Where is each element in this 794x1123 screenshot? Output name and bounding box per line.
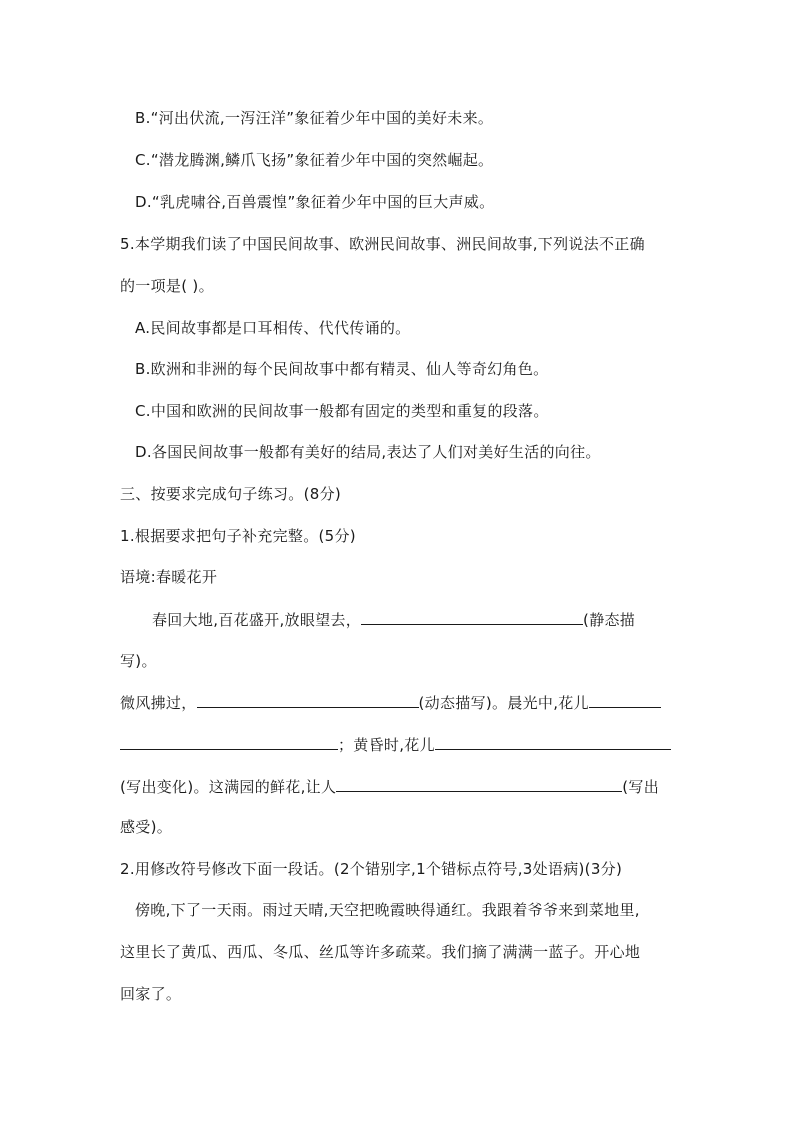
question-1-title: 1.根据要求把句子补充完整。(5分) bbox=[120, 527, 356, 545]
sentence-text: (写出变化)。这满园的鲜花,让人 bbox=[120, 778, 337, 796]
q5-option-d: D.各国民间故事一般都有美好的结局,表达了人们对美好生活的向往。 bbox=[135, 443, 601, 461]
fill-line-3 bbox=[120, 692, 661, 713]
sentence-text: ；黄昏时,花儿 bbox=[338, 736, 435, 754]
context-label: 语境:春暖花开 bbox=[120, 568, 218, 586]
hint-text: (写出 bbox=[622, 778, 660, 796]
question-2-title: 2.用修改符号修改下面一段话。(2个错别字,1个错标点符号,3处语病)(3分) bbox=[120, 860, 623, 878]
option-d: D.“乳虎啸谷,百兽震惶”象征着少年中国的巨大声威。 bbox=[135, 193, 495, 211]
answer-blank-static[interactable] bbox=[361, 609, 583, 625]
fill-line-1 bbox=[152, 609, 635, 630]
section-3-heading: 三、按要求完成句子练习。(8分) bbox=[120, 485, 342, 503]
q5-option-a: A.民间故事都是口耳相传、代代传诵的。 bbox=[135, 319, 411, 337]
sentence-text: 微风拂过， bbox=[120, 694, 197, 712]
option-c: C.“潜龙腾渊,鳞爪飞扬”象征着少年中国的突然崛起。 bbox=[135, 151, 494, 169]
question-5-stem: 5.本学期我们读了中国民间故事、欧洲民间故事、洲民间故事,下列说法不正确 bbox=[120, 235, 645, 253]
sentence-text: 春回大地,百花盛开,放眼望去， bbox=[152, 611, 362, 629]
answer-blank-dynamic[interactable] bbox=[197, 692, 419, 708]
fill-line-5 bbox=[120, 776, 659, 797]
answer-blank-feeling[interactable] bbox=[336, 776, 622, 792]
question-5-stem-cont: 的一项是( )。 bbox=[120, 277, 214, 295]
answer-blank-morning-cont[interactable] bbox=[120, 734, 338, 750]
q5-option-b: B.欧洲和非洲的每个民间故事中都有精灵、仙人等奇幻角色。 bbox=[135, 360, 549, 378]
hint-text: (静态描 bbox=[583, 611, 636, 629]
answer-blank-morning[interactable] bbox=[589, 692, 661, 708]
answer-blank-evening[interactable] bbox=[435, 734, 671, 750]
fill-line-2: 写)。 bbox=[120, 652, 157, 670]
hint-text: (动态描写)。晨光中,花儿 bbox=[418, 694, 589, 712]
passage-line-3: 回家了。 bbox=[120, 985, 182, 1003]
passage-line-1: 傍晚,下了一天雨。雨过天晴,天空把晚霞映得通红。我跟着爷爷来到菜地里, bbox=[135, 901, 640, 919]
fill-line-4 bbox=[120, 734, 671, 755]
fill-line-6: 感受)。 bbox=[120, 818, 173, 836]
q5-option-c: C.中国和欧洲的民间故事一般都有固定的类型和重复的段落。 bbox=[135, 402, 549, 420]
passage-line-2: 这里长了黄瓜、西瓜、冬瓜、丝瓜等许多疏菜。我们摘了满满一蓝子。开心地 bbox=[120, 943, 641, 961]
option-b: B.“河出伏流,一泻汪洋”象征着少年中国的美好未来。 bbox=[135, 109, 494, 127]
